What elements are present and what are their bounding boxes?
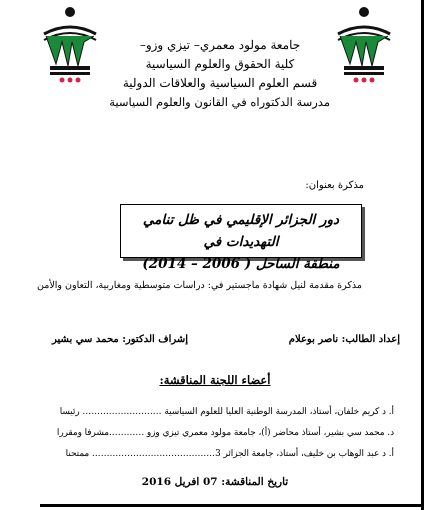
university-logo-left (38, 6, 102, 84)
page-border-bottom (40, 504, 424, 507)
thesis-title (121, 209, 361, 275)
committee-list (44, 402, 394, 465)
institution-header (110, 36, 330, 112)
university-name: جامعة مولود معمري– تيزي وزو– (139, 38, 301, 52)
faculty-name: كلية الحقوق والعلوم السياسية (145, 57, 295, 71)
committee-heading: أعضاء اللجنة المناقشة: (159, 373, 271, 387)
memo-label: مذكرة بعنوان: (305, 180, 364, 191)
doctoral-school-name: مدرسة الدكتوراه في القانون والعلوم السياسية (109, 95, 330, 109)
thesis-title-box (120, 204, 362, 272)
thesis-title-line-2: منطقة الساحل ( 2006 – 2014) (142, 256, 340, 272)
supervised-by: إشراف الدكتور: محمد سي بشير (52, 334, 189, 345)
defense-date: تاريخ المناقشة: 07 افريل 2016 (141, 476, 289, 488)
university-logo-right (332, 6, 396, 84)
prepared-by: إعداد الطالب: ناصر بوعلام (288, 334, 400, 345)
committee-member: د. محمد سي بشير، أستاذ محاضر (أ)، جامعة مولود معمري تيزي وزو …………مشرفا ومقررا (56, 428, 394, 438)
page-border-right (421, 0, 424, 510)
committee-member: أ. د كريم خلفان، أستاذ، المدرسة الوطنية العليا للعلوم السياسية ……………………… رئيسا (59, 407, 394, 417)
committee-member: أ. د عبد الوهاب بن خليف، أستاذ، جامعة الجزائر 3…………………………………… ممتحنا (65, 449, 394, 459)
degree-description: مذكرة مقدمة لنيل شهادة ماجستير في: دراسات متوسطية ومغاربية، التعاون والأمن (37, 280, 362, 291)
thesis-title-line-1: دور الجزائر الإقليمي في ظل تنامي التهديدات في (142, 212, 340, 250)
department-name: قسم العلوم السياسية والعلاقات الدولية (122, 76, 318, 90)
